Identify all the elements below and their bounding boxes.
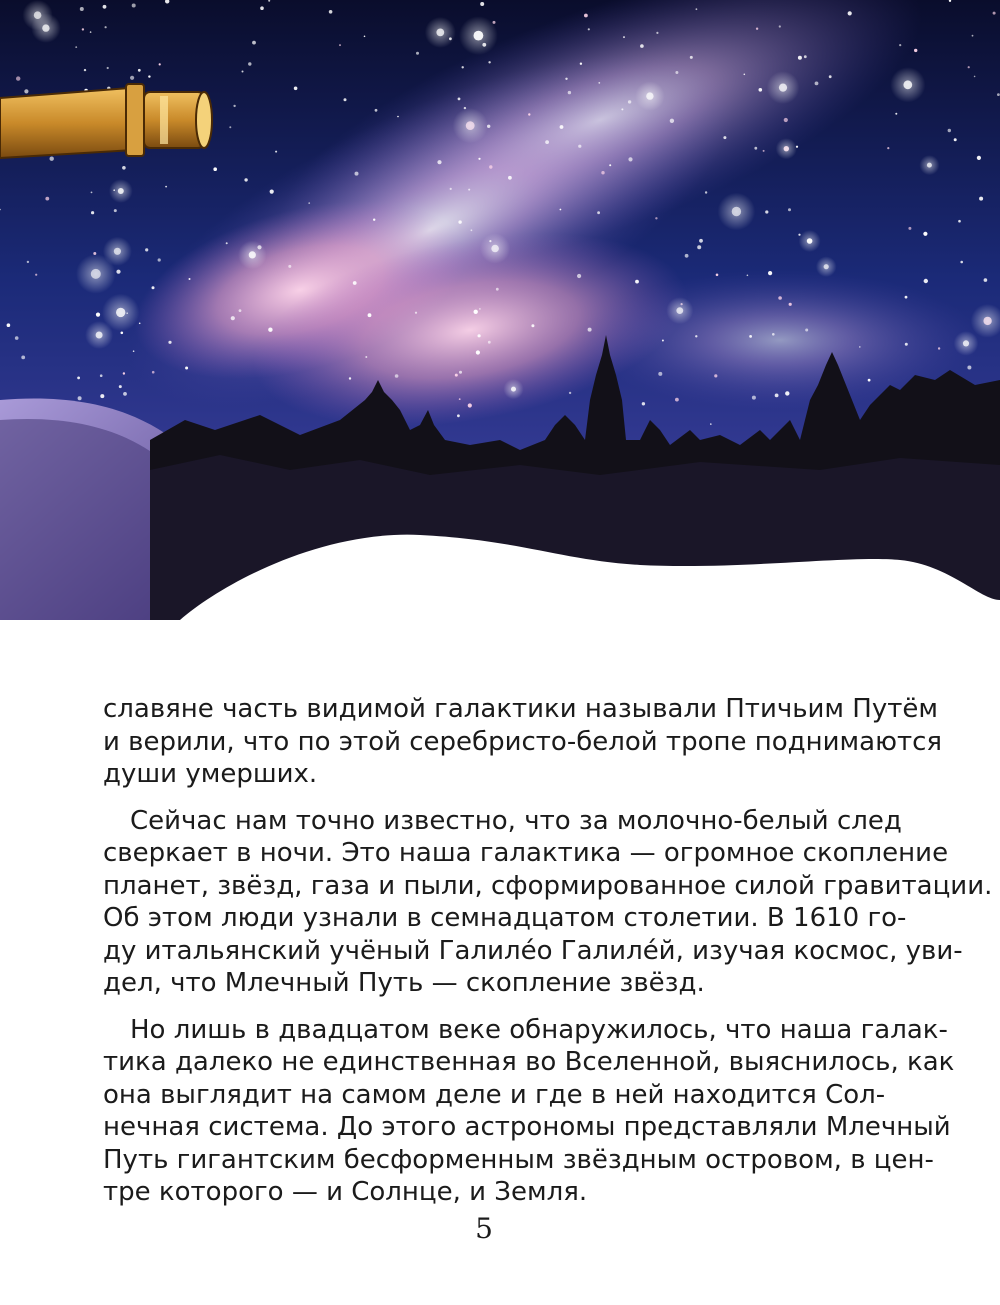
star <box>213 167 217 171</box>
star <box>623 36 625 38</box>
star <box>697 245 701 249</box>
star <box>578 145 581 148</box>
star <box>655 217 657 219</box>
star <box>747 275 749 277</box>
star <box>778 296 782 300</box>
star <box>252 41 256 45</box>
star <box>450 188 452 190</box>
star <box>640 44 644 48</box>
paragraph <box>103 693 943 791</box>
star <box>635 280 639 284</box>
star <box>159 63 161 65</box>
star <box>763 150 765 152</box>
star <box>288 265 291 268</box>
star <box>308 202 310 204</box>
star <box>365 356 367 358</box>
star <box>868 379 871 382</box>
star <box>895 113 897 115</box>
star <box>96 313 100 317</box>
star <box>123 372 125 374</box>
star <box>545 140 549 144</box>
star-glow <box>816 256 837 277</box>
star <box>829 75 832 78</box>
star-glow <box>503 379 523 399</box>
star <box>364 36 366 38</box>
star <box>375 109 378 112</box>
star <box>116 270 120 274</box>
star <box>478 158 480 160</box>
star <box>462 66 464 68</box>
star <box>248 62 251 65</box>
star <box>476 350 480 354</box>
star <box>468 403 472 407</box>
star <box>788 208 791 211</box>
star <box>189 278 191 280</box>
star <box>798 234 800 236</box>
text-line: Сейчас нам точно известно, что за молочно-белый след <box>130 805 902 836</box>
star-glow <box>102 294 139 331</box>
star-glow <box>453 108 488 143</box>
star <box>294 87 298 91</box>
star <box>415 312 417 314</box>
star <box>78 396 82 400</box>
star <box>487 125 490 128</box>
star <box>560 209 562 211</box>
star <box>580 63 582 65</box>
star <box>113 189 115 191</box>
star <box>609 164 611 166</box>
star <box>373 219 375 221</box>
star <box>152 286 155 289</box>
star <box>804 55 807 58</box>
star <box>508 176 512 180</box>
star <box>696 8 698 10</box>
star <box>859 346 861 348</box>
star <box>905 296 908 299</box>
text-line: души умерших. <box>103 759 318 789</box>
star <box>628 100 631 103</box>
star <box>15 336 19 340</box>
star <box>968 66 970 68</box>
star <box>355 172 359 176</box>
star-glow <box>776 138 797 159</box>
star-glow <box>799 230 821 252</box>
star <box>588 28 590 30</box>
star-glow <box>238 241 267 270</box>
body-text <box>103 693 993 1209</box>
star <box>478 334 481 337</box>
star <box>924 279 928 283</box>
star <box>459 398 461 400</box>
star <box>584 14 588 18</box>
star <box>122 166 126 170</box>
star <box>768 271 772 275</box>
star <box>997 93 1000 96</box>
star <box>130 76 134 80</box>
page-number: 5 <box>475 1212 493 1245</box>
star <box>133 350 135 352</box>
star <box>148 75 150 77</box>
text-line: ду итальянский учёный Галилéо Галилéй, изучая космос, уви- <box>103 935 963 966</box>
star <box>100 394 104 398</box>
star <box>597 211 600 214</box>
star-glow <box>31 13 61 43</box>
star <box>103 5 107 9</box>
star <box>752 396 756 400</box>
star <box>754 147 757 150</box>
star <box>468 189 470 191</box>
star <box>226 242 228 244</box>
star <box>145 248 148 251</box>
star <box>785 391 789 395</box>
star <box>848 11 852 15</box>
star <box>775 394 779 398</box>
star <box>90 31 92 33</box>
star <box>119 385 122 388</box>
star <box>658 372 662 376</box>
text-line: тре которого — и Солнце, и Земля. <box>103 1177 588 1207</box>
star <box>923 232 927 236</box>
star <box>756 28 758 30</box>
star <box>185 367 188 370</box>
star <box>905 343 908 346</box>
star <box>123 392 127 396</box>
star <box>993 12 996 15</box>
star <box>977 156 981 160</box>
star <box>656 32 658 34</box>
text-line: и верили, что по этой серебристо-белой тропе поднимаются <box>103 726 943 757</box>
star <box>275 151 277 153</box>
star <box>899 44 901 46</box>
star <box>908 227 911 230</box>
star <box>349 377 351 379</box>
star <box>984 278 988 282</box>
star <box>675 398 679 402</box>
paragraph <box>103 805 993 1000</box>
star <box>242 71 244 73</box>
star <box>938 347 940 349</box>
star <box>231 316 235 320</box>
star <box>233 105 235 107</box>
star <box>437 160 441 164</box>
star <box>82 28 84 30</box>
star <box>974 76 976 78</box>
star <box>972 35 974 37</box>
star <box>168 341 171 344</box>
star <box>749 335 752 338</box>
star <box>339 44 341 46</box>
star <box>489 165 492 168</box>
text-line: планет, звёзд, газа и пыли, сформированное силой гравитации. <box>103 870 993 901</box>
star <box>270 190 274 194</box>
star <box>568 91 571 94</box>
star-glow <box>919 155 939 175</box>
text-line: дел, что Млечный Путь — скопление звёзд. <box>103 968 705 998</box>
star <box>960 261 963 264</box>
star <box>35 274 37 276</box>
star <box>621 108 623 110</box>
star <box>416 52 419 55</box>
text-line: нечная система. До этого астрономы представляли Млечный <box>103 1112 951 1142</box>
star <box>744 74 746 76</box>
star <box>690 56 693 59</box>
star <box>27 261 29 263</box>
star <box>662 340 664 342</box>
star <box>21 356 25 360</box>
star <box>695 335 697 337</box>
star <box>397 116 399 118</box>
star <box>765 210 768 213</box>
star <box>80 7 84 11</box>
star <box>577 274 581 278</box>
star <box>601 171 604 174</box>
text-line: сверкает в ночи. Это наша галактика — огромное скопление <box>103 838 949 868</box>
star-glow <box>425 17 456 48</box>
star <box>244 178 247 181</box>
star <box>670 119 674 123</box>
star <box>457 414 460 417</box>
star <box>16 76 20 80</box>
star <box>914 49 917 52</box>
star-glow <box>635 81 664 110</box>
star <box>798 56 802 60</box>
star <box>105 26 107 28</box>
star <box>805 329 808 332</box>
star <box>628 157 632 161</box>
star <box>480 2 484 6</box>
star <box>395 374 399 378</box>
text-line: тика далеко не единственная во Вселенной, выяснилось, как <box>103 1047 955 1077</box>
star-glow <box>103 237 132 266</box>
star <box>588 328 592 332</box>
star <box>257 245 261 249</box>
star <box>121 332 124 335</box>
star <box>685 254 689 258</box>
star <box>528 113 530 115</box>
star <box>815 82 819 86</box>
star <box>139 323 141 325</box>
star <box>948 129 951 132</box>
star <box>158 258 161 261</box>
star <box>496 288 499 291</box>
star <box>455 374 458 377</box>
star <box>759 88 763 92</box>
star <box>723 136 726 139</box>
star <box>458 98 461 101</box>
night-sky-illustration <box>0 0 1000 620</box>
star <box>91 211 94 214</box>
star <box>239 309 242 312</box>
star <box>488 341 491 344</box>
star <box>474 310 478 314</box>
star <box>77 377 80 380</box>
star <box>353 281 357 285</box>
star <box>710 423 712 425</box>
star <box>479 308 481 310</box>
star <box>84 69 86 71</box>
star <box>75 46 77 48</box>
star <box>260 6 264 10</box>
star <box>779 25 781 27</box>
star <box>531 324 534 327</box>
star <box>699 239 703 243</box>
star <box>967 366 971 370</box>
telescope-icon <box>0 84 212 158</box>
star <box>471 229 473 231</box>
star-glow <box>666 297 693 324</box>
star <box>91 192 93 194</box>
star <box>100 374 103 377</box>
star <box>979 197 983 201</box>
star <box>229 126 231 128</box>
star <box>329 10 333 14</box>
star <box>714 374 717 377</box>
text-line: Путь гигантским бесформенным звёздным островом, в цен- <box>103 1144 934 1175</box>
star <box>165 186 167 188</box>
star <box>784 118 788 122</box>
star-glow <box>954 331 979 356</box>
star <box>705 191 707 193</box>
star-glow <box>718 193 756 231</box>
paragraph <box>103 1014 955 1209</box>
star <box>7 323 11 327</box>
star <box>958 220 961 223</box>
star <box>642 402 645 405</box>
star <box>772 333 775 336</box>
star <box>458 220 461 223</box>
star-glow <box>767 71 800 104</box>
star <box>789 303 792 306</box>
star <box>488 61 490 63</box>
star <box>598 82 600 84</box>
star <box>560 125 564 129</box>
star <box>368 313 372 317</box>
star <box>114 209 117 212</box>
star-glow <box>459 16 498 55</box>
star <box>268 328 272 332</box>
star <box>887 147 889 149</box>
star-glow <box>890 67 925 102</box>
star <box>45 197 49 201</box>
star <box>107 67 109 69</box>
star <box>569 392 571 394</box>
text-line: она выглядит на самом деле и где в ней находится Сол- <box>103 1079 886 1110</box>
star <box>152 371 155 374</box>
star <box>138 69 141 72</box>
text-line: славяне часть видимой галактики называли Птичьим Путём <box>103 694 938 724</box>
text-line: Об этом люди узнали в семнадцатом столетии. В 1610 го- <box>103 903 907 933</box>
star <box>344 98 347 101</box>
text-line: Но лишь в двадцатом веке обнаружилось, что наша галак- <box>130 1014 948 1045</box>
star <box>132 4 136 8</box>
star <box>50 157 54 161</box>
star-glow <box>109 179 133 203</box>
star <box>24 89 28 93</box>
star <box>565 78 567 80</box>
star-glow <box>480 233 510 263</box>
star <box>459 371 462 374</box>
star <box>716 274 719 277</box>
star <box>954 138 957 141</box>
star <box>675 71 678 74</box>
